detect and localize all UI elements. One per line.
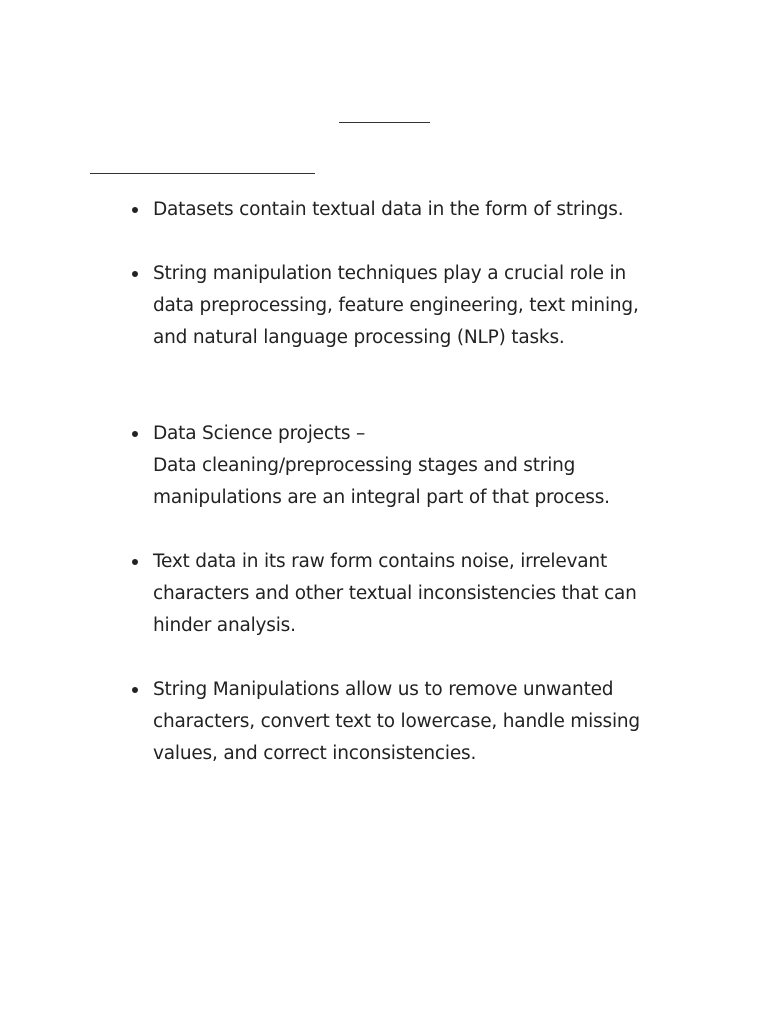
bullet-line: String Manipulations allow us to remove unwanted (153, 679, 614, 700)
bullet-item-5 (130, 674, 690, 770)
bullet-line: hinder analysis. (153, 615, 296, 636)
bullet-dot-icon (132, 431, 138, 437)
title-underline (339, 122, 430, 123)
bullet-line: String manipulation techniques play a crucial role in (153, 263, 626, 284)
heading-underline (90, 173, 315, 174)
bullet-item-3 (130, 418, 690, 514)
bullet-item-1 (130, 194, 690, 226)
bullet-line: data preprocessing, feature engineering, text mining, (153, 295, 639, 316)
bullet-line: characters, convert text to lowercase, handle missing (153, 711, 640, 732)
bullet-dot-icon (132, 207, 138, 213)
bullet-dot-icon (132, 271, 138, 277)
bullet-line: Data cleaning/preprocessing stages and string (153, 455, 576, 476)
bullet-line: characters and other textual inconsistencies that can (153, 583, 637, 604)
bullet-list (130, 194, 690, 770)
bullet-dot-icon (132, 559, 138, 565)
bullet-dot-icon (132, 687, 138, 693)
bullet-line: values, and correct inconsistencies. (153, 743, 477, 764)
bullet-item-4 (130, 546, 690, 642)
bullet-line: Text data in its raw form contains noise, irrelevant (153, 551, 608, 572)
bullet-item-2 (130, 258, 690, 354)
bullet-line: Data Science projects – (153, 423, 366, 444)
bullet-line: Datasets contain textual data in the form of strings. (153, 199, 624, 220)
bullet-line: manipulations are an integral part of that process. (153, 487, 610, 508)
bullet-line: and natural language processing (NLP) tasks. (153, 327, 565, 348)
